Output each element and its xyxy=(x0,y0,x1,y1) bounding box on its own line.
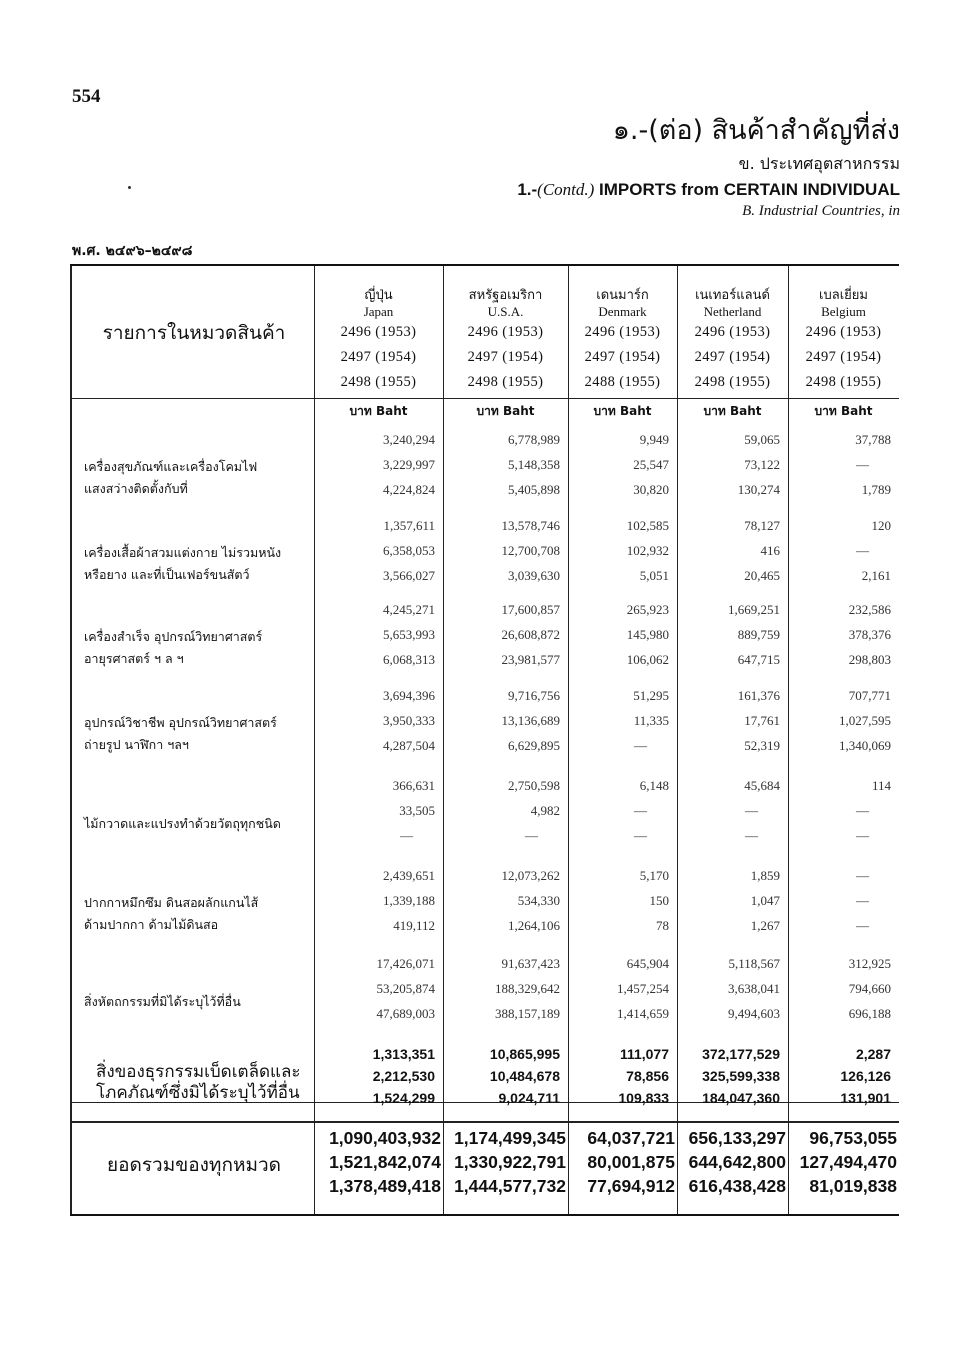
value-cell: 17,426,071 xyxy=(376,956,435,971)
value-cell: 150 xyxy=(649,893,669,908)
country-name-thai: สหรัฐอเมริกา xyxy=(468,288,543,303)
grand-total-cell: 656,133,297 xyxy=(688,1128,786,1148)
title-en-main: IMPORTS from CERTAIN INDIVIDUAL xyxy=(594,180,900,199)
category-label-line: โภคภัณฑ์ซึ่งมิได้ระบุไว้ที่อื่น xyxy=(96,1083,300,1103)
value-cell: 11,335 xyxy=(633,713,669,728)
value-cell: 416 xyxy=(760,543,780,558)
value-cell: 78,856 xyxy=(626,1068,669,1084)
value-cell: 419,112 xyxy=(393,918,435,933)
year-label: 2497 (1954) xyxy=(340,349,417,365)
value-cell: 1,339,188 xyxy=(383,893,435,908)
grand-total-cell: 1,521,842,074 xyxy=(329,1152,441,1172)
country-name-thai: ญี่ปุ่น xyxy=(364,288,393,303)
value-cell: 10,865,995 xyxy=(489,1046,560,1062)
value-cell: 378,376 xyxy=(848,627,891,642)
country-column-header xyxy=(443,266,568,416)
value-cell: 9,024,711 xyxy=(498,1090,560,1106)
grand-total-cell: 616,438,428 xyxy=(688,1176,786,1196)
value-cell: 5,405,898 xyxy=(508,482,560,497)
value-cell: — xyxy=(525,828,538,843)
value-cell: 696,188 xyxy=(848,1006,891,1021)
value-cell: — xyxy=(856,828,869,843)
value-cell: 6,629,895 xyxy=(508,738,560,753)
value-cell: 3,694,396 xyxy=(383,688,435,703)
value-cell: 372,177,529 xyxy=(702,1046,780,1062)
value-cell: — xyxy=(634,803,647,818)
value-cell: 2,439,651 xyxy=(383,868,435,883)
value-cell: 298,803 xyxy=(848,652,891,667)
value-cell: 102,932 xyxy=(626,543,669,558)
value-cell: 102,585 xyxy=(626,518,669,533)
year-label: 2496 (1953) xyxy=(584,324,661,340)
year-label: 2496 (1953) xyxy=(694,324,771,340)
value-cell: 645,904 xyxy=(626,956,669,971)
country-column-header xyxy=(677,266,788,416)
value-cell: 59,065 xyxy=(744,432,780,447)
value-cell: 1,313,351 xyxy=(372,1046,435,1062)
category-label xyxy=(84,542,316,586)
category-label xyxy=(84,626,316,670)
category-label-line: สิ่งของธุรกรรมเบ็ดเตล็ดและ xyxy=(96,1062,301,1082)
value-cell: 3,229,997 xyxy=(383,457,435,472)
year-label: 2498 (1955) xyxy=(694,374,771,390)
value-cell: 5,118,567 xyxy=(728,956,780,971)
grand-total-cell: 64,037,721 xyxy=(587,1128,675,1148)
value-cell: 10,484,678 xyxy=(489,1068,560,1084)
value-cell: 52,319 xyxy=(744,738,780,753)
value-cell: 232,586 xyxy=(848,602,891,617)
grand-total-cell: 77,694,912 xyxy=(587,1176,675,1196)
value-cell: 534,330 xyxy=(517,893,560,908)
value-cell: 1,524,299 xyxy=(372,1090,435,1106)
value-cell: 37,788 xyxy=(855,432,891,447)
grand-total-cell: 1,444,577,732 xyxy=(454,1176,566,1196)
value-cell: 366,631 xyxy=(392,778,435,793)
country-name-english: U.S.A. xyxy=(487,304,524,319)
value-cell: 3,950,333 xyxy=(383,713,435,728)
year-label: 2497 (1954) xyxy=(584,349,661,365)
page-number: 554 xyxy=(72,86,101,107)
value-cell: — xyxy=(634,738,647,753)
unit-label: บาท Baht xyxy=(814,404,873,418)
year-label: 2498 (1955) xyxy=(805,374,882,390)
country-name-english: Denmark xyxy=(598,304,647,319)
value-cell: 111,077 xyxy=(619,1046,669,1062)
year-label: 2488 (1955) xyxy=(584,374,661,390)
country-name-english: Belgium xyxy=(821,304,866,319)
value-cell: 120 xyxy=(871,518,891,533)
value-cell: 106,062 xyxy=(626,652,669,667)
grand-total-cell: 1,378,489,418 xyxy=(329,1176,441,1196)
category-label xyxy=(84,991,316,1013)
value-cell: — xyxy=(400,828,413,843)
country-column-header xyxy=(314,266,443,416)
value-cell: 1,027,595 xyxy=(839,713,891,728)
grand-total-cell: 81,019,838 xyxy=(809,1176,897,1196)
category-label-line: อุปกรณ์วิชาชีพ อุปกรณ์วิทยาศาสตร์ xyxy=(84,714,277,730)
value-cell: 2,750,598 xyxy=(508,778,560,793)
country-name-thai: เนเทอร์แลนด์ xyxy=(695,288,770,303)
value-cell: 1,414,659 xyxy=(617,1006,669,1021)
value-cell: 145,980 xyxy=(626,627,669,642)
value-cell: 13,578,746 xyxy=(501,518,560,533)
value-cell: 45,684 xyxy=(744,778,780,793)
value-cell: 53,205,874 xyxy=(376,981,435,996)
year-label: 2496 (1953) xyxy=(340,324,417,340)
unit-label: บาท Baht xyxy=(349,404,408,418)
value-cell: — xyxy=(856,457,869,472)
value-cell: — xyxy=(856,803,869,818)
value-cell: 1,789 xyxy=(861,482,891,497)
grand-total-cell: 127,494,470 xyxy=(799,1152,897,1172)
value-cell: 5,653,993 xyxy=(383,627,435,642)
value-cell: — xyxy=(856,893,869,908)
title-english xyxy=(517,180,900,200)
value-cell: 794,660 xyxy=(848,981,891,996)
value-cell: 9,949 xyxy=(639,432,669,447)
value-cell: 1,340,069 xyxy=(839,738,891,753)
value-cell: — xyxy=(745,803,758,818)
year-label: 2498 (1955) xyxy=(340,374,417,390)
value-cell: 325,599,338 xyxy=(702,1068,780,1084)
value-cell: 161,376 xyxy=(737,688,780,703)
value-cell: 13,136,689 xyxy=(501,713,560,728)
value-cell: 5,148,358 xyxy=(508,457,560,472)
value-cell: — xyxy=(856,543,869,558)
category-label-line: เครื่องเสื้อผ้าสวมแต่งกาย ไม่รวมหนัง xyxy=(84,544,282,560)
value-cell: 2,212,530 xyxy=(372,1068,435,1084)
value-cell: 6,068,313 xyxy=(383,652,435,667)
value-cell: 188,329,642 xyxy=(495,981,560,996)
year-label: 2496 (1953) xyxy=(467,324,544,340)
grand-total-cell: 1,174,499,345 xyxy=(454,1128,566,1148)
country-name-english: Netherland xyxy=(703,304,762,319)
value-cell: 647,715 xyxy=(737,652,780,667)
value-cell: 4,287,504 xyxy=(383,738,435,753)
value-cell: 91,637,423 xyxy=(501,956,560,971)
year-label: 2496 (1953) xyxy=(805,324,882,340)
value-cell: 1,047 xyxy=(750,893,780,908)
country-name-thai: เบลเยี่ยม xyxy=(819,288,868,303)
category-label-line: สิ่งหัตถกรรมที่มิได้ระบุไว้ที่อื่น xyxy=(84,993,241,1009)
subtitle-thai: ข. ประเทศอุตสาหกรรม xyxy=(738,154,900,173)
value-cell: 1,669,251 xyxy=(728,602,780,617)
year-range: พ.ศ. ๒๔๙๖–๒๔๙๘ xyxy=(72,243,193,259)
value-cell: 131,901 xyxy=(840,1090,891,1106)
category-label-line: ด้ามปากกา ด้ามไม้ดินสอ xyxy=(84,916,219,932)
subtitle-english: B. Industrial Countries, in xyxy=(742,203,900,219)
category-label xyxy=(96,1062,328,1104)
value-cell: 889,759 xyxy=(737,627,780,642)
value-cell: 3,039,630 xyxy=(508,568,560,583)
unit-label: บาท Baht xyxy=(593,404,652,418)
value-cell: 30,820 xyxy=(633,482,669,497)
value-cell: 5,170 xyxy=(639,868,669,883)
category-label xyxy=(84,892,316,936)
value-cell: 265,923 xyxy=(626,602,669,617)
value-cell: 109,833 xyxy=(618,1090,669,1106)
category-label-line: แสงสว่างติดตั้งกับที่ xyxy=(84,480,188,496)
category-label-line: เครื่องสำเร็จ อุปกรณ์วิทยาศาสตร์ xyxy=(84,628,263,644)
value-cell: 1,264,106 xyxy=(508,918,560,933)
value-cell: 114 xyxy=(871,778,891,793)
category-label xyxy=(84,813,316,835)
value-cell: 1,859 xyxy=(750,868,780,883)
grand-total-cell: 644,642,800 xyxy=(688,1152,786,1172)
country-column-header xyxy=(788,266,899,416)
value-cell: 2,161 xyxy=(861,568,891,583)
print-speck xyxy=(128,186,131,189)
category-label-line: เครื่องสุขภัณฑ์และเครื่องโคมไฟ xyxy=(84,458,258,474)
value-cell: 6,778,989 xyxy=(508,432,560,447)
value-cell: 4,224,824 xyxy=(383,482,435,497)
value-cell: — xyxy=(745,828,758,843)
value-cell: 312,925 xyxy=(848,956,891,971)
category-label-line: อายุรศาสตร์ ฯ ล ฯ xyxy=(84,650,184,666)
unit-label: บาท Baht xyxy=(703,404,762,418)
value-cell: 4,245,271 xyxy=(383,602,435,617)
grand-total-cell: 1,330,922,791 xyxy=(454,1152,566,1172)
value-cell: 6,148 xyxy=(639,778,669,793)
value-cell: 47,689,003 xyxy=(376,1006,435,1021)
item-column-header: รายการในหมวดสินค้า xyxy=(102,322,286,344)
category-label xyxy=(84,456,316,500)
unit-label: บาท Baht xyxy=(476,404,535,418)
value-cell: — xyxy=(856,868,869,883)
table-left-border xyxy=(70,266,72,1214)
value-cell: 184,047,360 xyxy=(702,1090,780,1106)
value-cell: 3,240,294 xyxy=(383,432,435,447)
country-name-thai: เดนมาร์ก xyxy=(596,288,649,303)
row-rule xyxy=(70,1121,899,1123)
grand-total-cell: 80,001,875 xyxy=(587,1152,675,1172)
value-cell: 2,287 xyxy=(855,1046,891,1062)
grand-total-cell: 1,090,403,932 xyxy=(329,1128,441,1148)
value-cell: 4,982 xyxy=(530,803,560,818)
category-label-line: ไม้กวาดและแปรงทำด้วยวัตถุทุกชนิด xyxy=(84,815,281,831)
year-label: 2497 (1954) xyxy=(694,349,771,365)
value-cell: 73,122 xyxy=(744,457,780,472)
category-label xyxy=(84,712,316,756)
year-label: 2498 (1955) xyxy=(467,374,544,390)
value-cell: 1,357,611 xyxy=(383,518,435,533)
value-cell: 130,274 xyxy=(737,482,780,497)
value-cell: 388,157,189 xyxy=(495,1006,560,1021)
value-cell: 5,051 xyxy=(639,568,669,583)
country-column-header xyxy=(568,266,677,416)
imports-table xyxy=(70,264,899,1216)
value-cell: — xyxy=(856,918,869,933)
value-cell: 20,465 xyxy=(744,568,780,583)
value-cell: 9,716,756 xyxy=(508,688,560,703)
grand-total-cell: 96,753,055 xyxy=(809,1128,897,1148)
value-cell: 707,771 xyxy=(848,688,891,703)
grand-total-label: ยอดรวมของทุกหมวด xyxy=(106,1154,282,1176)
value-cell: 1,457,254 xyxy=(617,981,669,996)
value-cell: 17,761 xyxy=(744,713,780,728)
value-cell: 9,494,603 xyxy=(728,1006,780,1021)
country-name-english: Japan xyxy=(363,304,394,319)
value-cell: 126,126 xyxy=(840,1068,891,1084)
title-en-contd: (Contd.) xyxy=(537,180,595,199)
category-label-line: ถ่ายรูป นาฬิกา ฯลฯ xyxy=(84,736,189,752)
title-thai: ๑.-(ต่อ) สินค้าสำคัญที่ส่ง xyxy=(612,115,900,146)
value-cell: 26,608,872 xyxy=(501,627,560,642)
value-cell: 1,267 xyxy=(750,918,780,933)
value-cell: 12,700,708 xyxy=(501,543,560,558)
year-label: 2497 (1954) xyxy=(805,349,882,365)
title-en-prefix: 1.- xyxy=(517,180,538,199)
value-cell: 78 xyxy=(656,918,669,933)
category-label-line: หรือยาง และที่เป็นเฟอร์ขนสัตว์ xyxy=(84,566,250,582)
value-cell: 6,358,053 xyxy=(383,543,435,558)
category-label-line: ปากกาหมึกซึม ดินสอผลักแกนไส้ xyxy=(84,894,259,910)
value-cell: 3,566,027 xyxy=(383,568,435,583)
value-cell: 51,295 xyxy=(633,688,669,703)
value-cell: — xyxy=(634,828,647,843)
value-cell: 12,073,262 xyxy=(501,868,560,883)
value-cell: 25,547 xyxy=(633,457,669,472)
value-cell: 3,638,041 xyxy=(728,981,780,996)
value-cell: 33,505 xyxy=(399,803,435,818)
value-cell: 23,981,577 xyxy=(501,652,560,667)
value-cell: 17,600,857 xyxy=(501,602,560,617)
year-label: 2497 (1954) xyxy=(467,349,544,365)
value-cell: 78,127 xyxy=(744,518,780,533)
